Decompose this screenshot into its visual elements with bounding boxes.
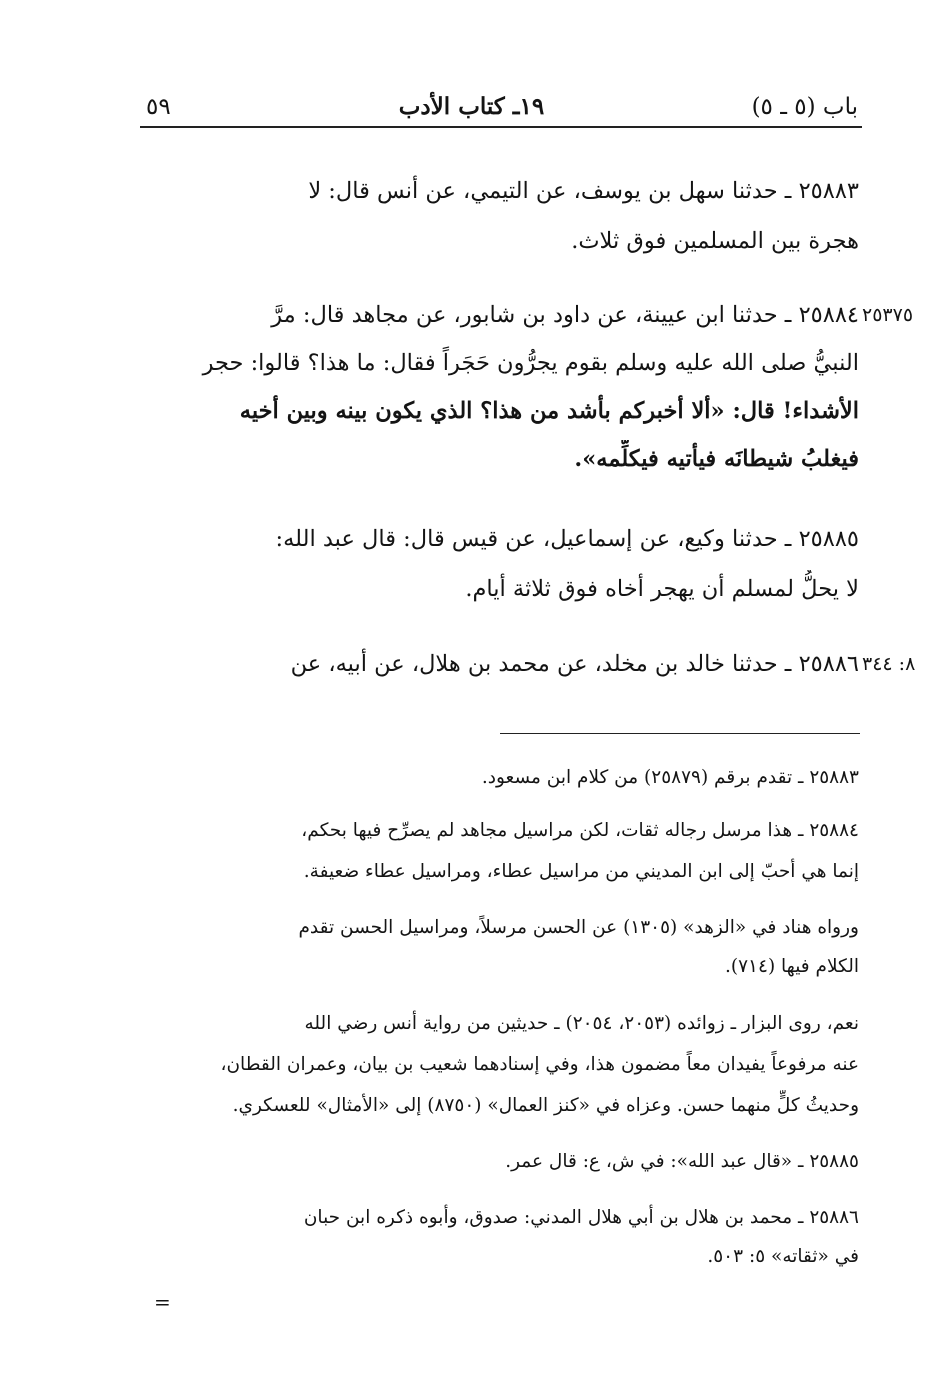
body-line: النبيُّ صلى الله عليه وسلم بقوم يجرُّون حَجَراً فقال: ما هذا؟ قالوا: حجر bbox=[202, 350, 859, 376]
footnote-line: ٢٥٨٨٥ ـ «قال عبد الله»: في ش، ع: قال عمر. bbox=[505, 1151, 859, 1172]
margin-reference: ٢٥٣٧٥ bbox=[862, 304, 914, 326]
footnote-line: ورواه هناد في «الزهد» (١٣٠٥) عن الحسن مرسلاً، ومراسيل الحسن تقدم bbox=[298, 917, 859, 938]
body-line: ٢٥٨٨٥ ـ حدثنا وكيع، عن إسماعيل، عن قيس قال: قال عبد الله: bbox=[275, 526, 859, 552]
page-number: ٥٩ bbox=[146, 94, 171, 120]
body-line: ٢٥٨٨٣ ـ حدثنا سهل بن يوسف، عن التيمي، عن أنس قال: لا bbox=[308, 178, 859, 204]
footnote-line: الكلام فيها (٧١٤). bbox=[725, 956, 859, 977]
body-line: هجرة بين المسلمين فوق ثلاث. bbox=[571, 228, 859, 254]
footnote-rule bbox=[500, 733, 860, 734]
section-title: باب (٥ ـ ٥) bbox=[751, 94, 858, 120]
footnote-line: إنما هي أحبّ إلى ابن المديني من مراسيل عطاء، ومراسيل عطاء ضعيفة. bbox=[303, 861, 859, 882]
body-line: ٢٥٨٨٦ ـ حدثنا خالد بن مخلد، عن محمد بن هلال، عن أبيه، عن bbox=[290, 651, 859, 677]
margin-reference: ٨: ٣٤٤ bbox=[862, 653, 916, 675]
footnote-line: عنه مرفوعاً يفيدان معاً مضمون هذا، وفي إسنادهما شعيب بن بيان، وعمران القطان، bbox=[220, 1054, 859, 1075]
body-line: لا يحلُّ لمسلم أن يهجر أخاه فوق ثلاثة أيام. bbox=[465, 576, 859, 602]
body-line: الأشداء! قال: «ألا أخبركم بأشد من هذا؟ الذي يكون بينه وبين أخيه bbox=[239, 398, 859, 424]
header-rule bbox=[140, 126, 862, 128]
footnote-line: نعم، روى البزار ـ زوائده (٢٠٥٣، ٢٠٥٤) ـ حديثين من رواية أنس رضي الله bbox=[304, 1013, 859, 1034]
body-line: ٢٥٨٨٤ ـ حدثنا ابن عيينة، عن داود بن شابور، عن مجاهد قال: مرَّ bbox=[271, 302, 859, 328]
footnote-line: في «ثقاته» ٥: ٥٠٣. bbox=[707, 1246, 859, 1267]
continuation-mark: = bbox=[154, 1290, 171, 1314]
footnote-line: ٢٥٨٨٤ ـ هذا مرسل رجاله ثقات، لكن مراسيل مجاهد لم يصرِّح فيها بحكم، bbox=[301, 820, 859, 841]
footnote-line: ٢٥٨٨٣ ـ تقدم برقم (٢٥٨٧٩) من كلام ابن مسعود. bbox=[481, 767, 859, 788]
body-line: فيغلبُ شيطانَه فيأتيه فيكلِّمه». bbox=[574, 446, 859, 472]
footnote-line: وحديثُ كلٍّ منهما حسن. وعزاه في «كنز العمال» (٨٧٥٠) إلى «الأمثال» للعسكري. bbox=[232, 1095, 859, 1116]
footnote-line: ٢٥٨٨٦ ـ محمد بن هلال بن أبي هلال المدني: صدوق، وأبوه ذكره ابن حبان bbox=[303, 1207, 859, 1228]
chapter-title: ١٩ـ كتاب الأدب bbox=[398, 93, 545, 120]
